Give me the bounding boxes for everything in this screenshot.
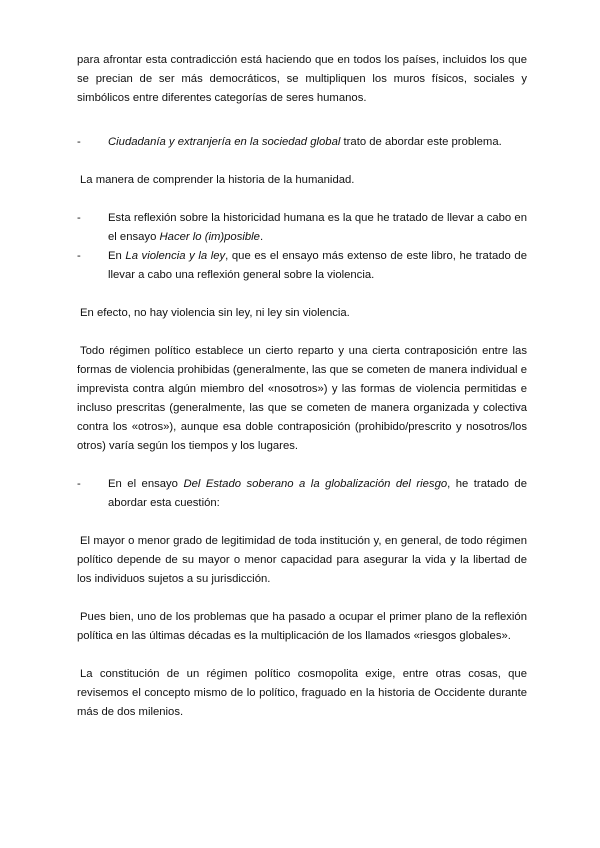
bullet-text-post: , he tratado de abordar esta cuestión:: [108, 478, 527, 509]
bullet-dash: -: [77, 478, 81, 490]
bullet-dash: -: [77, 212, 81, 224]
bullet-dash: -: [77, 136, 81, 148]
bullet-text: [108, 133, 527, 152]
bullet-text: [108, 209, 527, 247]
paragraph-legitimacy: El mayor o menor grado de legitimidad de toda institución y, en general, de todo régimen político depende de su mayor o menor capacidad para asegurar la vida y la libertad de los individuos sujetos a su jurisdicción.: [77, 535, 527, 585]
essay-title: Hacer lo (im)posible: [159, 231, 260, 243]
bullet-dash: -: [77, 250, 81, 262]
paragraph-regime: Todo régimen político establece un cierto reparto y una cierta contraposición entre las formas de violencia prohibidas (generalmente, las que se cometen de manera individual e imprevista contra algún miembro del «nosotros») y las formas de violencia permitidas e incluso prescritas (generalmente, las que se cometen de manera organizada y colectiva contra los «otros»), aunque esa doble contraposición (prohibido/prescrito y nosotros/los otros) varía según los tiempos y los lugares.: [77, 345, 527, 452]
paragraph-global-risks: Pues bien, uno de los problemas que ha pasado a ocupar el primer plano de la reflexión política en las últimas décadas es la multiplicación de los llamados «riesgos globales».: [77, 611, 527, 642]
bullet-text-post: , que es el ensayo más extenso de este libro, he tratado de llevar a cabo una reflexión general sobre la violencia.: [108, 250, 527, 281]
bullet-text-rest: trato de abordar este problema.: [340, 136, 502, 148]
paragraph-cosmopolitan: La constitución de un régimen político cosmopolita exige, entre otras cosas, que revisemos el concepto mismo de lo político, fraguado en la historia de Occidente durante más de dos milenios.: [77, 668, 527, 718]
bullet-text-pre: En el ensayo: [108, 478, 184, 490]
essay-title: Del Estado soberano a la globalización del riesgo: [183, 478, 448, 490]
bullet-text: [108, 475, 527, 513]
essay-title: La violencia y la ley: [125, 250, 226, 262]
paragraph-law: En efecto, no hay violencia sin ley, ni ley sin violencia.: [80, 307, 350, 319]
bullet-text: [108, 247, 527, 285]
paragraph-walls: para afrontar esta contradicción está haciendo que en todos los países, incluidos los que se precian de ser más democráticos, se multipliquen los muros físicos, sociales y simbólicos entre diferentes categorías de seres humanos.: [77, 54, 527, 104]
bullet-text-post: .: [259, 231, 264, 243]
essay-title: Ciudadanía y extranjería en la sociedad global: [108, 136, 341, 148]
bullet-text-pre: Esta reflexión sobre la historicidad humana es la que he tratado de llevar a cabo en el ensayo: [108, 212, 527, 243]
bullet-text-pre: En: [108, 250, 126, 262]
paragraph-history: La manera de comprender la historia de la humanidad.: [80, 174, 355, 186]
